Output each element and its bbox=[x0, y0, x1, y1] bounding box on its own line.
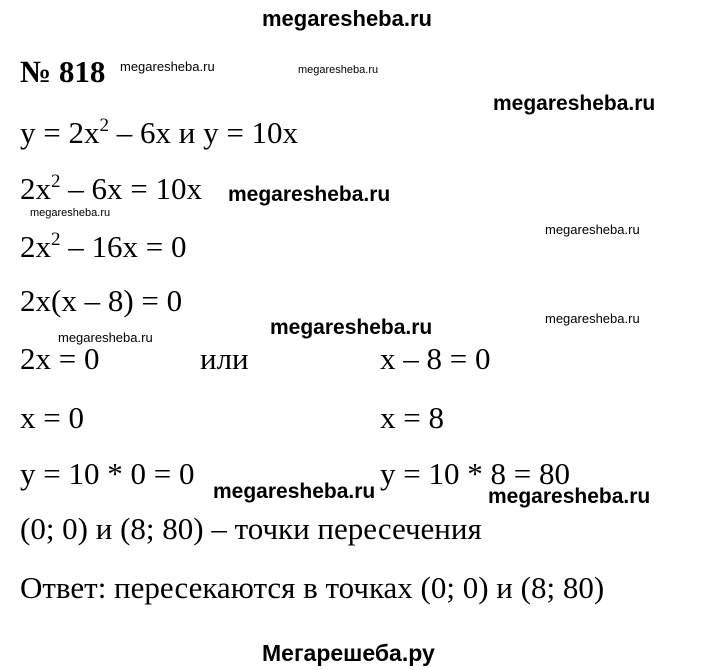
watermark: megaresheba.ru bbox=[120, 59, 215, 74]
equation-text: y = 2x bbox=[20, 115, 100, 150]
watermark-bottom: Мегарешеба.ру bbox=[262, 640, 435, 666]
equation-line-7-left: y = 10 * 0 = 0 bbox=[20, 456, 195, 491]
exponent: 2 bbox=[51, 229, 61, 250]
watermark: megaresheba.ru bbox=[270, 316, 433, 339]
equation-line-6-right: x = 8 bbox=[380, 400, 444, 435]
equation-line-4: 2x(x – 8) = 0 bbox=[20, 283, 183, 318]
equation-text: – 16x = 0 bbox=[60, 229, 187, 264]
watermark: megaresheba.ru bbox=[493, 92, 656, 115]
watermark: megaresheba.ru bbox=[213, 480, 376, 503]
exponent: 2 bbox=[99, 115, 109, 136]
watermark: megaresheba.ru bbox=[298, 64, 379, 76]
exponent: 2 bbox=[51, 171, 61, 192]
equation-text: 2x bbox=[20, 229, 51, 264]
equation-line-6-left: x = 0 bbox=[20, 400, 84, 435]
watermark: megaresheba.ru bbox=[58, 330, 153, 345]
watermark: megaresheba.ru bbox=[545, 311, 640, 326]
watermark-top: megaresheba.ru bbox=[262, 6, 432, 31]
equation-text: – 6x = 10x bbox=[60, 171, 202, 206]
equation-line-1 bbox=[20, 117, 298, 148]
watermark: megaresheba.ru bbox=[545, 222, 640, 237]
watermark: megaresheba.ru bbox=[30, 207, 111, 219]
equation-text: 2x bbox=[20, 171, 51, 206]
equation-line-3 bbox=[20, 231, 186, 262]
intersection-points: (0; 0) и (8; 80) – точки пересечения bbox=[20, 511, 482, 546]
equation-line-5-or: или bbox=[200, 341, 249, 376]
equation-line-2 bbox=[20, 173, 202, 204]
answer-line: Ответ: пересекаются в точках (0; 0) и (8; 80) bbox=[20, 570, 605, 605]
problem-number: № 818 bbox=[20, 54, 106, 89]
equation-line-5-left: 2x = 0 bbox=[20, 341, 100, 376]
equation-line-7-right: y = 10 * 8 = 80 bbox=[380, 456, 570, 491]
equation-text: – 6x и y = 10x bbox=[108, 115, 299, 150]
equation-line-5-right: x – 8 = 0 bbox=[380, 341, 491, 376]
watermark: megaresheba.ru bbox=[228, 183, 391, 206]
watermark: megaresheba.ru bbox=[488, 485, 651, 508]
